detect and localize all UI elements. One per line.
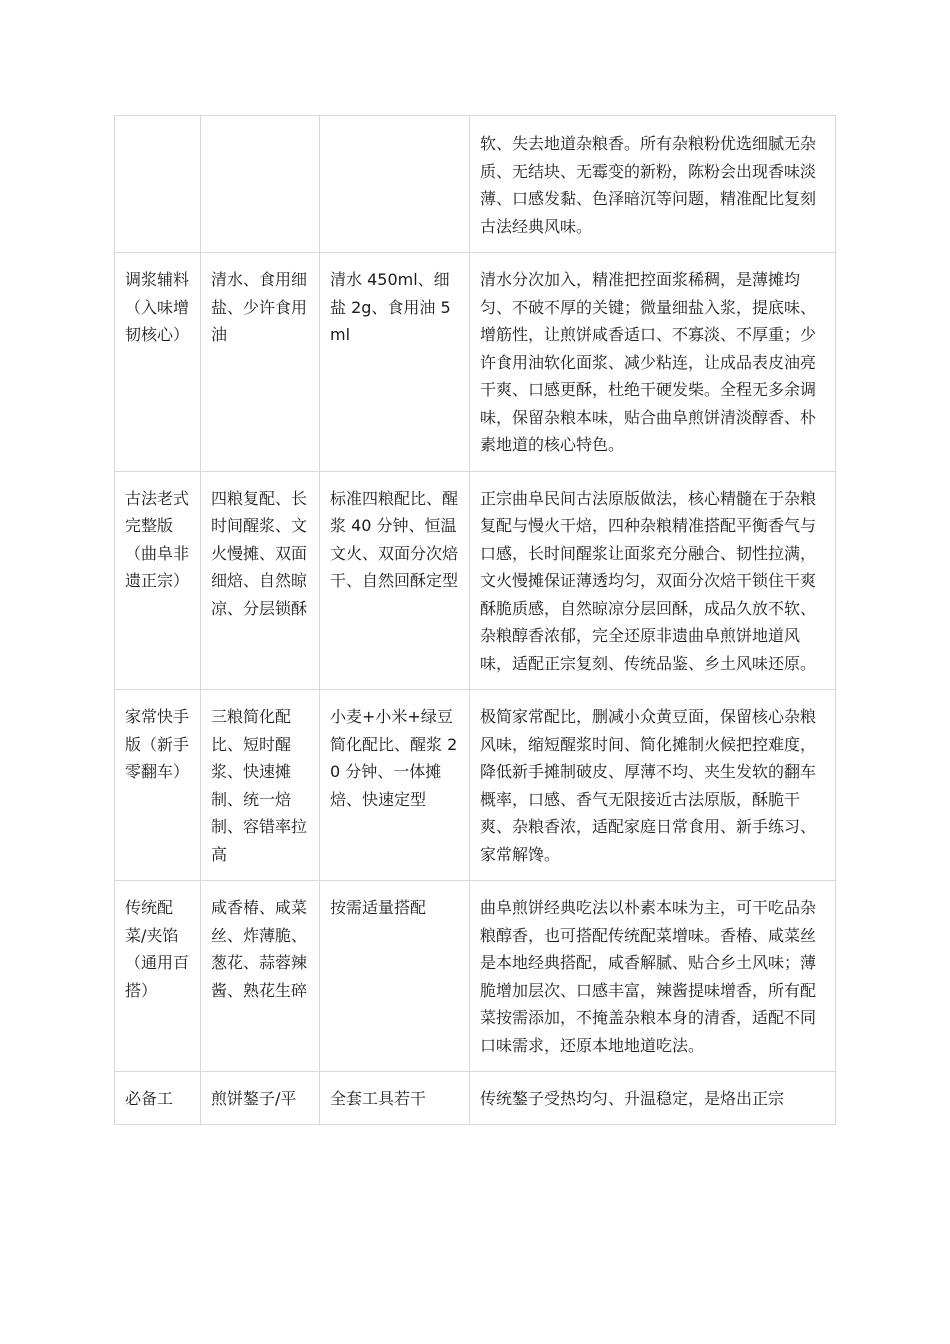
- table-cell-amount: 全套工具若干: [320, 1072, 470, 1125]
- table-cell-amount: [320, 116, 470, 253]
- table-row: [115, 253, 836, 472]
- table-cell-ingredients: 四粮复配、长时间醒浆、文火慢摊、双面细焙、自然晾凉、分层锁酥: [201, 471, 320, 690]
- table-cell-description: 清水分次加入，精准把控面浆稀稠，是薄摊均匀、不破不厚的关键；微量细盐入浆，提底味、增筋性，让煎饼咸香适口、不寡淡、不厚重；少许食用油软化面浆、减少粘连，让成品表皮油亮干爽、口感更酥，杜绝干硬发柴。全程无多余调味，保留杂粮本味，贴合曲阜煎饼清淡醇香、朴素地道的核心特色。: [470, 253, 836, 472]
- table-cell-description: 曲阜煎饼经典吃法以朴素本味为主，可干吃品杂粮醇香，也可搭配传统配菜增味。香椿、咸菜丝是本地经典搭配，咸香解腻、贴合乡土风味；薄脆增加层次、口感丰富，辣酱提味增香，所有配菜按需添加，不掩盖杂粮本身的清香，适配不同口味需求，还原本地地道吃法。: [470, 881, 836, 1072]
- table-row: [115, 881, 836, 1072]
- table-cell-ingredients: [201, 116, 320, 253]
- recipe-table: [114, 115, 836, 1125]
- table-cell-category: 调浆辅料（入味增韧核心）: [115, 253, 201, 472]
- table-row: [115, 1072, 836, 1125]
- table-cell-category: 必备工: [115, 1072, 201, 1125]
- table-cell-amount: 小麦+小米+绿豆简化配比、醒浆 20 分钟、一体摊焙、快速定型: [320, 690, 470, 881]
- table-cell-ingredients: 煎饼鏊子/平: [201, 1072, 320, 1125]
- table-row: [115, 690, 836, 881]
- table-cell-ingredients: 三粮简化配比、短时醒浆、快速摊制、统一焙制、容错率拉高: [201, 690, 320, 881]
- table-cell-description: 极简家常配比，删减小众黄豆面，保留核心杂粮风味，缩短醒浆时间、简化摊制火候把控难度，降低新手摊制破皮、厚薄不均、夹生发软的翻车概率，口感、香气无限接近古法原版，酥脆干爽、杂粮香浓，适配家庭日常食用、新手练习、家常解馋。: [470, 690, 836, 881]
- table-cell-ingredients: 咸香椿、咸菜丝、炸薄脆、葱花、蒜蓉辣酱、熟花生碎: [201, 881, 320, 1072]
- table-cell-amount: 清水 450ml、细盐 2g、食用油 5ml: [320, 253, 470, 472]
- table-cell-description: 正宗曲阜民间古法原版做法，核心精髓在于杂粮复配与慢火干焙，四种杂粮精准搭配平衡香气与口感，长时间醒浆让面浆充分融合、韧性拉满，文火慢摊保证薄透均匀，双面分次焙干锁住干爽酥脆质感，自然晾凉分层回酥，成品久放不软、杂粮醇香浓郁，完全还原非遗曲阜煎饼地道风味，适配正宗复刻、传统品鉴、乡土风味还原。: [470, 471, 836, 690]
- table-cell-amount: 按需适量搭配: [320, 881, 470, 1072]
- table-cell-description: 传统鏊子受热均匀、升温稳定，是烙出正宗: [470, 1072, 836, 1125]
- table-row: [115, 116, 836, 253]
- table-cell-description: 软、失去地道杂粮香。所有杂粮粉优选细腻无杂质、无结块、无霉变的新粉，陈粉会出现香味淡薄、口感发黏、色泽暗沉等问题，精准配比复刻古法经典风味。: [470, 116, 836, 253]
- table-cell-category: 家常快手版（新手零翻车）: [115, 690, 201, 881]
- table-row: [115, 471, 836, 690]
- table-cell-category: 传统配菜/夹馅（通用百搭）: [115, 881, 201, 1072]
- table-cell-ingredients: 清水、食用细盐、少许食用油: [201, 253, 320, 472]
- table-cell-category: [115, 116, 201, 253]
- table-cell-category: 古法老式完整版（曲阜非遗正宗）: [115, 471, 201, 690]
- table-cell-amount: 标准四粮配比、醒浆 40 分钟、恒温文火、双面分次焙干、自然回酥定型: [320, 471, 470, 690]
